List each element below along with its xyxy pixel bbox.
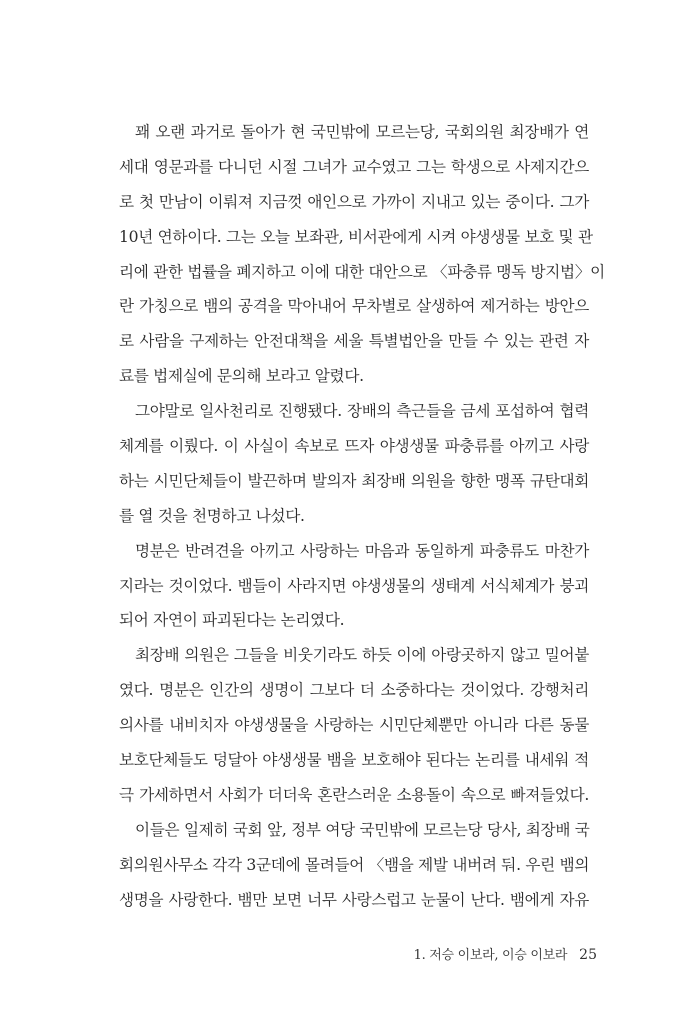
text-line: 10년 연하이다. 그는 오늘 보좌관, 비서관에게 시켜 야생생물 보호 및 관 [119, 227, 593, 246]
text-line: 최장배 의원은 그들을 비웃기라도 하듯 이에 아랑곳하지 않고 밀어붙 [135, 646, 589, 665]
text-line: 꽤 오랜 과거로 돌아가 현 국민밖에 모르는당, 국회의원 최장배가 연 [135, 123, 589, 141]
text-line: 란 가칭으로 뱀의 공격을 막아내어 무차별로 살생하여 제거하는 방안으 [119, 297, 589, 316]
text-line: 명분은 반려견을 아끼고 사랑하는 마음과 동일하게 파충류도 마찬가 [135, 541, 589, 560]
text-line: 료를 법제실에 문의해 보라고 알렸다. [119, 367, 364, 386]
text-line: 극 가세하면서 사회가 더더욱 혼란스러운 소용돌이 속으로 빠져들었다. [119, 785, 589, 804]
page-number: 25 [579, 947, 597, 963]
text-line: 회의원사무소 각각 3군데에 몰려들어 〈뱀을 제발 내버려 둬. 우린 뱀의 [119, 855, 590, 874]
text-line: 보호단체들도 덩달아 야생생물 뱀을 보호해야 된다는 논리를 내세워 적 [119, 751, 589, 770]
text-line: 생명을 사랑한다. 뱀만 보면 너무 사랑스럽고 눈물이 난다. 뱀에게 자유 [119, 890, 589, 909]
text-line: 그야말로 일사천리로 진행됐다. 장배의 측근들을 금세 포섭하여 협력 [135, 402, 589, 421]
body-text [119, 115, 605, 917]
text-line: 로 사람을 구제하는 안전대책을 세울 특별법안을 만들 수 있는 관련 자 [119, 332, 589, 351]
text-line: 이들은 일제히 국회 앞, 정부 여당 국민밖에 모르는당 당사, 최장배 국 [135, 820, 590, 839]
text-line: 세대 영문과를 다니던 시절 그녀가 교수였고 그는 학생으로 사제지간으 [119, 157, 589, 176]
text-line: 되어 자연이 파괴된다는 논리였다. [119, 611, 345, 630]
running-footer [400, 944, 597, 963]
text-line: 의사를 내비치자 야생생물을 사랑하는 시민단체뿐만 아니라 다른 동물 [119, 716, 589, 735]
text-line: 리에 관한 법률을 폐지하고 이에 대한 대안으로 〈파충류 맹독 방지법〉이 [119, 262, 605, 281]
text-line: 지라는 것이었다. 뱀들이 사라지면 야생생물의 생태계 서식체계가 붕괴 [119, 576, 589, 595]
text-line: 로 첫 만남이 이뤄져 지금껏 애인으로 가까이 지내고 있는 중이다. 그가 [119, 192, 589, 211]
chapter-title: 1. 저승 이보라, 이승 이보라 [413, 948, 568, 963]
text-line: 였다. 명분은 인간의 생명이 그보다 더 소중하다는 것이었다. 강행처리 [119, 681, 589, 700]
text-line: 체계를 이뤘다. 이 사실이 속보로 뜨자 야생생물 파충류를 아끼고 사랑 [119, 437, 589, 456]
text-line: 하는 시민단체들이 발끈하며 발의자 최장배 의원을 향한 맹폭 규탄대회 [119, 471, 589, 490]
text-line: 를 열 것을 천명하고 나섰다. [119, 506, 305, 525]
